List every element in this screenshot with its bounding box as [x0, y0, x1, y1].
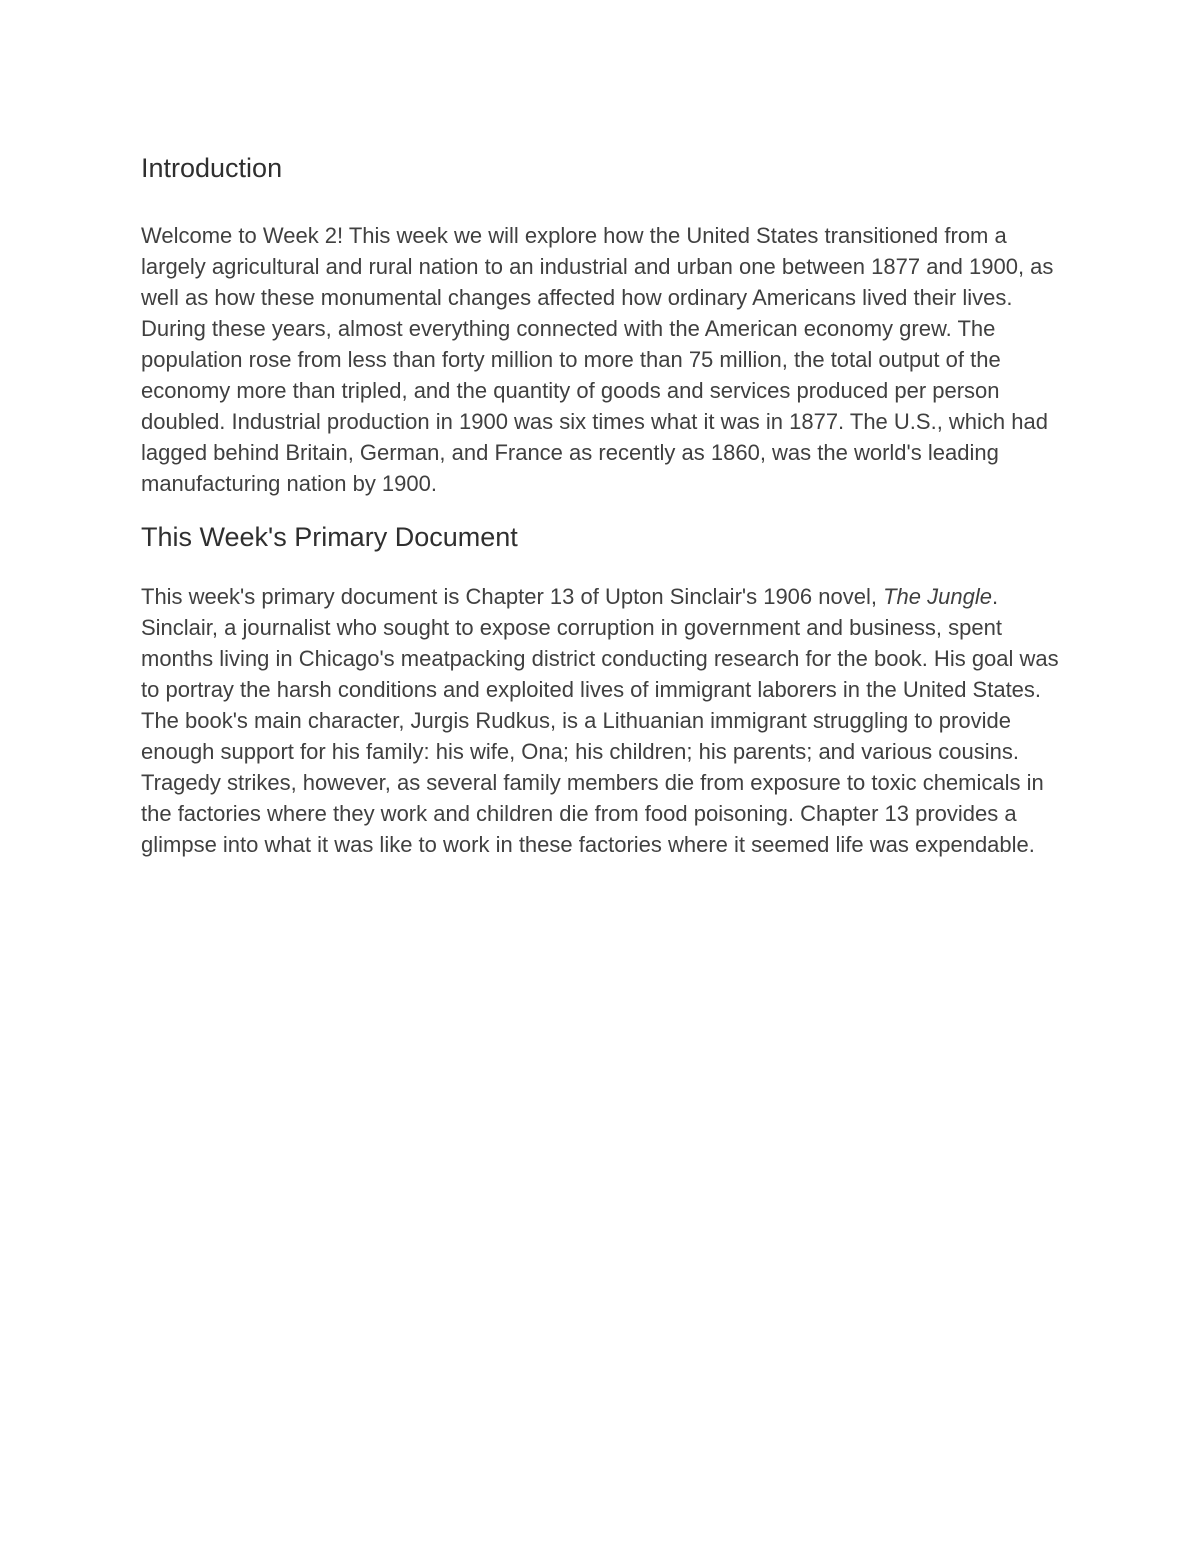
primary-document-rest-text: . Sinclair, a journalist who sought to expose corruption in government and business, spent months living in Chicago's meatpacking district conducting research for the book. His goal was to portray the harsh conditions and exploited lives of immigrant laborers in the United States. The book's main character, Jurgis Rudkus, is a Lithuanian immigrant struggling to provide enough support for his family: his wife, Ona; his children; his parents; and various cousins. Tragedy strikes, however, as several family members die from exposure to toxic chemicals in the factories where they work and children die from food poisoning. Chapter 13 provides a glimpse into what it was like to work in these factories where it seemed life was expendable.: [141, 584, 1059, 857]
introduction-heading: Introduction: [141, 153, 283, 183]
primary-document-paragraph: [141, 581, 1061, 860]
primary-document-lead-text: This week's primary document is Chapter 13 of Upton Sinclair's 1906 novel,: [141, 584, 884, 609]
introduction-paragraph: Welcome to Week 2! This week we will explore how the United States transitioned from a largely agricultural and rural nation to an industrial and urban one between 1877 and 1900, as well as how these monumental changes affected how ordinary Americans lived their lives. During these years, almost everything connected with the American economy grew. The population rose from less than forty million to more than 75 million, the total output of the economy more than tripled, and the quantity of goods and services produced per person doubled. Industrial production in 1900 was six times what it was in 1877. The U.S., which had lagged behind Britain, German, and France as recently as 1860, was the world's leading manufacturing nation by 1900.: [141, 223, 1054, 496]
primary-document-heading: This Week's Primary Document: [141, 522, 518, 552]
book-title: The Jungle: [883, 584, 992, 609]
document-content: [141, 150, 1061, 860]
